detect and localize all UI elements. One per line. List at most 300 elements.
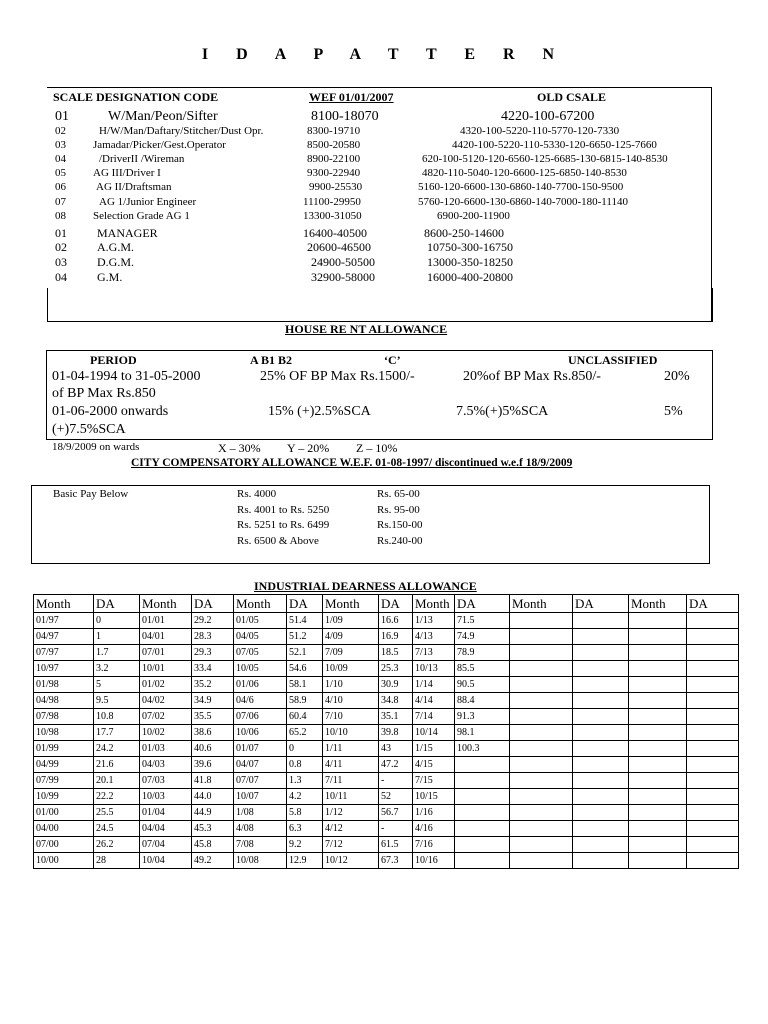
scale-code: 04 xyxy=(55,270,67,284)
da-cell: 65.2 xyxy=(287,725,323,741)
da-cell: 34.9 xyxy=(192,693,234,709)
scale-code: 03 xyxy=(55,139,66,151)
month-cell: 07/97 xyxy=(34,645,94,661)
ida-body xyxy=(34,613,739,869)
da-cell: 20.1 xyxy=(94,773,140,789)
hra-row1-c: 20%of BP Max Rs.850/- xyxy=(463,369,601,384)
da-cell: 45.3 xyxy=(192,821,234,837)
month-cell: 10/10 xyxy=(323,725,379,741)
scale-code: 05 xyxy=(55,167,66,179)
da-cell: 29.3 xyxy=(192,645,234,661)
month-cell xyxy=(510,645,573,661)
da-cell xyxy=(455,757,510,773)
hra-row1-ab: 25% OF BP Max Rs.1500/- xyxy=(260,369,415,384)
da-cell: 1.3 xyxy=(287,773,323,789)
month-cell: 7/08 xyxy=(234,837,287,853)
da-cell: 16.6 xyxy=(379,613,413,629)
month-cell xyxy=(510,789,573,805)
scale-designation: Selection Grade AG 1 xyxy=(93,210,190,222)
table-row xyxy=(34,677,739,693)
da-cell: 85.5 xyxy=(455,661,510,677)
month-cell: 01/99 xyxy=(34,741,94,757)
ida-heading: INDUSTRIAL DEARNESS ALLOWANCE xyxy=(254,579,477,593)
da-header: DA xyxy=(192,595,234,613)
cca-box xyxy=(31,485,710,564)
month-cell xyxy=(510,821,573,837)
month-cell: 4/11 xyxy=(323,757,379,773)
month-cell: 01/07 xyxy=(234,741,287,757)
table-row xyxy=(34,709,739,725)
da-cell: 52.1 xyxy=(287,645,323,661)
da-cell xyxy=(573,805,629,821)
cca-range: Rs. 4000 xyxy=(237,488,277,500)
month-cell: 10/12 xyxy=(323,853,379,869)
hra-row2-c: 7.5%(+)5%SCA xyxy=(456,404,549,419)
da-cell xyxy=(687,725,739,741)
da-cell: 39.8 xyxy=(379,725,413,741)
scale-designation: H/W/Man/Daftary/Stitcher/Dust Opr. xyxy=(99,125,264,137)
hra-row2-period: 01-06-2000 onwards xyxy=(52,404,169,419)
da-cell xyxy=(573,645,629,661)
scale-old: 4320-100-5220-110-5770-120-7330 xyxy=(460,125,620,137)
month-cell xyxy=(510,805,573,821)
month-cell xyxy=(629,693,687,709)
month-header: Month xyxy=(34,595,94,613)
month-cell: 10/07 xyxy=(234,789,287,805)
month-header: Month xyxy=(234,595,287,613)
month-cell: 07/06 xyxy=(234,709,287,725)
month-cell: 04/00 xyxy=(34,821,94,837)
month-cell xyxy=(629,629,687,645)
ida-header-row xyxy=(34,595,739,613)
month-cell: 7/09 xyxy=(323,645,379,661)
scale-code: 06 xyxy=(55,181,66,193)
month-cell: 07/98 xyxy=(34,709,94,725)
da-cell xyxy=(455,853,510,869)
month-cell: 04/98 xyxy=(34,693,94,709)
da-cell: 35.5 xyxy=(192,709,234,725)
da-cell xyxy=(455,789,510,805)
cca-range: Rs. 6500 & Above xyxy=(237,535,319,547)
month-cell: 07/01 xyxy=(140,645,192,661)
month-cell: 10/98 xyxy=(34,725,94,741)
da-cell: 22.2 xyxy=(94,789,140,805)
da-header: DA xyxy=(573,595,629,613)
table-row xyxy=(34,773,739,789)
month-header: Month xyxy=(323,595,379,613)
month-cell: 4/10 xyxy=(323,693,379,709)
da-cell: 88.4 xyxy=(455,693,510,709)
month-cell xyxy=(510,757,573,773)
month-cell xyxy=(629,837,687,853)
scale-wef: 13300-31050 xyxy=(303,210,362,222)
month-cell xyxy=(629,789,687,805)
month-cell: 10/99 xyxy=(34,789,94,805)
scale-old: 5760-120-6600-130-6860-140-7000-180-11140 xyxy=(418,196,628,208)
table-row xyxy=(34,757,739,773)
da-cell: 44.0 xyxy=(192,789,234,805)
month-cell: 07/04 xyxy=(140,837,192,853)
month-cell xyxy=(510,613,573,629)
month-cell xyxy=(510,837,573,853)
da-cell: 18.5 xyxy=(379,645,413,661)
scale-table-bottom xyxy=(47,288,713,322)
da-cell: 39.6 xyxy=(192,757,234,773)
month-cell: 7/14 xyxy=(413,709,455,725)
month-header: Month xyxy=(629,595,687,613)
da-cell: 0 xyxy=(287,741,323,757)
scale-wef: 9900-25530 xyxy=(309,181,363,193)
month-cell: 1/12 xyxy=(323,805,379,821)
da-cell xyxy=(455,821,510,837)
da-cell: - xyxy=(379,821,413,837)
month-cell: 01/98 xyxy=(34,677,94,693)
da-cell: 49.2 xyxy=(192,853,234,869)
da-cell xyxy=(573,709,629,725)
da-cell: 0.8 xyxy=(287,757,323,773)
month-cell xyxy=(629,741,687,757)
scale-designation: D.G.M. xyxy=(97,255,135,269)
month-cell: 07/03 xyxy=(140,773,192,789)
month-cell: 7/11 xyxy=(323,773,379,789)
hra-row2-unclassified: 5% xyxy=(664,404,683,419)
table-row xyxy=(34,805,739,821)
da-cell: 9.2 xyxy=(287,837,323,853)
da-cell xyxy=(687,853,739,869)
month-header: Month xyxy=(413,595,455,613)
month-cell: 10/11 xyxy=(323,789,379,805)
month-cell: 01/03 xyxy=(140,741,192,757)
table-row xyxy=(34,645,739,661)
scale-wef: 32900-58000 xyxy=(311,270,375,284)
da-cell xyxy=(687,693,739,709)
month-cell: 10/03 xyxy=(140,789,192,805)
da-cell: 1 xyxy=(94,629,140,645)
scale-code: 02 xyxy=(55,240,67,254)
da-cell xyxy=(687,757,739,773)
month-cell: 4/12 xyxy=(323,821,379,837)
scale-wef: 8900-22100 xyxy=(307,153,361,165)
da-cell xyxy=(573,661,629,677)
da-cell: 0 xyxy=(94,613,140,629)
hra-period-header: PERIOD xyxy=(90,353,137,367)
da-cell xyxy=(455,805,510,821)
da-cell: 60.4 xyxy=(287,709,323,725)
scale-old: 16000-400-20800 xyxy=(427,270,513,284)
scale-old: 10750-300-16750 xyxy=(427,240,513,254)
da-cell: 43 xyxy=(379,741,413,757)
scale-designation: AG 1/Junior Engineer xyxy=(99,196,197,208)
table-row xyxy=(34,853,739,869)
month-cell: 7/10 xyxy=(323,709,379,725)
hra-heading: HOUSE RE NT ALLOWANCE xyxy=(285,322,448,336)
da-cell: 38.6 xyxy=(192,725,234,741)
month-cell: 10/02 xyxy=(140,725,192,741)
cca-label: Basic Pay Below xyxy=(53,488,129,500)
month-cell: 7/16 xyxy=(413,837,455,853)
month-cell xyxy=(510,693,573,709)
month-cell: 7/12 xyxy=(323,837,379,853)
da-cell: 33.4 xyxy=(192,661,234,677)
da-cell: 100.3 xyxy=(455,741,510,757)
scale-designation: A.G.M. xyxy=(97,240,135,254)
month-cell: 1/15 xyxy=(413,741,455,757)
da-cell: 41.8 xyxy=(192,773,234,789)
da-cell: 35.1 xyxy=(379,709,413,725)
month-cell: 01/04 xyxy=(140,805,192,821)
da-cell xyxy=(573,757,629,773)
da-cell: 51.4 xyxy=(287,613,323,629)
month-cell: 07/02 xyxy=(140,709,192,725)
month-cell xyxy=(629,645,687,661)
da-cell xyxy=(687,821,739,837)
scale-code: 04 xyxy=(55,153,66,165)
hra-row2-ab: 15% (+)2.5%SCA xyxy=(268,404,371,419)
scale-old: 13000-350-18250 xyxy=(427,255,513,269)
month-cell xyxy=(510,709,573,725)
da-cell: 90.5 xyxy=(455,677,510,693)
cca-range: Rs. 5251 to Rs. 6499 xyxy=(237,519,330,531)
scale-wef: 9300-22940 xyxy=(307,167,361,179)
da-cell: 24.5 xyxy=(94,821,140,837)
da-cell xyxy=(573,677,629,693)
month-cell: 4/15 xyxy=(413,757,455,773)
scale-old: 8600-250-14600 xyxy=(424,226,504,240)
scale-designation: AG III/Driver I xyxy=(93,167,161,179)
ida-table xyxy=(33,594,739,869)
month-cell: 1/11 xyxy=(323,741,379,757)
da-cell: 12.9 xyxy=(287,853,323,869)
da-cell xyxy=(687,629,739,645)
month-cell: 10/13 xyxy=(413,661,455,677)
month-header: Month xyxy=(510,595,573,613)
da-cell: 6.3 xyxy=(287,821,323,837)
month-cell: 10/00 xyxy=(34,853,94,869)
da-cell: 17.7 xyxy=(94,725,140,741)
da-cell: 35.2 xyxy=(192,677,234,693)
da-cell: 91.3 xyxy=(455,709,510,725)
scale-wef: 16400-40500 xyxy=(303,226,367,240)
month-cell xyxy=(629,613,687,629)
scale-code: 07 xyxy=(55,196,66,208)
da-cell xyxy=(687,837,739,853)
scale-old: 6900-200-11900 xyxy=(437,210,510,222)
month-cell: 1/08 xyxy=(234,805,287,821)
scale-wef: 8300-19710 xyxy=(307,125,361,137)
da-cell: 40.6 xyxy=(192,741,234,757)
da-cell: 4.2 xyxy=(287,789,323,805)
month-cell: 10/15 xyxy=(413,789,455,805)
month-cell xyxy=(629,773,687,789)
month-cell: 4/13 xyxy=(413,629,455,645)
month-cell xyxy=(629,709,687,725)
month-header: Month xyxy=(140,595,192,613)
da-cell xyxy=(573,821,629,837)
da-cell: 47.2 xyxy=(379,757,413,773)
hra-ab-header: A B1 B2 xyxy=(250,353,293,367)
month-cell: 04/05 xyxy=(234,629,287,645)
scale-designation: AG II/Draftsman xyxy=(96,181,172,193)
da-header: DA xyxy=(94,595,140,613)
table-row xyxy=(34,741,739,757)
month-cell: 01/05 xyxy=(234,613,287,629)
hra-row1-wrap: of BP Max Rs.850 xyxy=(52,386,156,401)
month-cell: 1/13 xyxy=(413,613,455,629)
month-cell: 01/00 xyxy=(34,805,94,821)
da-cell xyxy=(687,773,739,789)
month-cell: 4/16 xyxy=(413,821,455,837)
table-row xyxy=(34,613,739,629)
hra-unclassified-header: UNCLASSIFIED xyxy=(568,353,658,367)
da-cell: 30.9 xyxy=(379,677,413,693)
da-cell xyxy=(687,741,739,757)
scale-code: 03 xyxy=(55,255,67,269)
da-cell xyxy=(455,837,510,853)
da-cell: 26.2 xyxy=(94,837,140,853)
month-cell: 07/00 xyxy=(34,837,94,853)
scale-old: 620-100-5120-120-6560-125-6685-130-6815-140-8530 xyxy=(422,153,668,165)
month-cell: 10/14 xyxy=(413,725,455,741)
hra-note-y: Y – 20% xyxy=(287,441,330,455)
da-cell: 34.8 xyxy=(379,693,413,709)
da-cell: 74.9 xyxy=(455,629,510,645)
hra-note-x: X – 30% xyxy=(218,441,261,455)
scale-designation: MANAGER xyxy=(97,226,158,240)
table-row xyxy=(34,789,739,805)
da-cell xyxy=(455,773,510,789)
month-cell xyxy=(510,661,573,677)
da-cell: 1.7 xyxy=(94,645,140,661)
da-header: DA xyxy=(687,595,739,613)
table-row xyxy=(34,725,739,741)
month-cell: 04/01 xyxy=(140,629,192,645)
scale-designation: /DriverII /Wireman xyxy=(99,153,185,165)
da-cell xyxy=(687,677,739,693)
hra-note-z: Z – 10% xyxy=(356,441,398,455)
month-cell: 04/97 xyxy=(34,629,94,645)
cca-range: Rs. 4001 to Rs. 5250 xyxy=(237,504,330,516)
scale-code: 02 xyxy=(55,125,66,137)
month-cell: 1/14 xyxy=(413,677,455,693)
month-cell: 04/07 xyxy=(234,757,287,773)
month-cell: 4/08 xyxy=(234,821,287,837)
hra-c-header: ‘C’ xyxy=(384,353,401,367)
scale-wef: 8500-20580 xyxy=(307,139,361,151)
da-cell: 71.5 xyxy=(455,613,510,629)
da-cell: 5 xyxy=(94,677,140,693)
da-cell xyxy=(573,693,629,709)
month-cell: 1/09 xyxy=(323,613,379,629)
scale-old: 5160-120-6600-130-6860-140-7700-150-9500 xyxy=(418,181,624,193)
month-cell: 04/03 xyxy=(140,757,192,773)
scale-wef: 24900-50500 xyxy=(311,255,375,269)
hra-row1-unclassified: 20% xyxy=(664,369,690,384)
da-cell: 52 xyxy=(379,789,413,805)
table-row xyxy=(34,837,739,853)
da-cell: 3.2 xyxy=(94,661,140,677)
scale-code: 01 xyxy=(55,109,69,124)
da-cell: 61.5 xyxy=(379,837,413,853)
da-header: DA xyxy=(379,595,413,613)
wef-header: WEF 01/01/2007 xyxy=(309,90,394,104)
month-cell: 07/05 xyxy=(234,645,287,661)
da-header: DA xyxy=(287,595,323,613)
month-cell: 07/99 xyxy=(34,773,94,789)
month-cell: 1/10 xyxy=(323,677,379,693)
da-cell xyxy=(687,789,739,805)
da-cell: 25.3 xyxy=(379,661,413,677)
scale-wef: 8100-18070 xyxy=(311,109,379,124)
da-cell: 98.1 xyxy=(455,725,510,741)
cca-amount: Rs. 95-00 xyxy=(377,504,420,516)
da-cell: - xyxy=(379,773,413,789)
cca-amount: Rs.240-00 xyxy=(377,535,423,547)
month-cell: 10/97 xyxy=(34,661,94,677)
da-cell: 78.9 xyxy=(455,645,510,661)
month-cell xyxy=(629,805,687,821)
month-cell xyxy=(510,677,573,693)
month-cell: 04/6 xyxy=(234,693,287,709)
cca-amount: Rs.150-00 xyxy=(377,519,423,531)
month-cell: 4/14 xyxy=(413,693,455,709)
month-cell: 10/08 xyxy=(234,853,287,869)
month-cell: 7/13 xyxy=(413,645,455,661)
da-cell: 24.2 xyxy=(94,741,140,757)
da-cell xyxy=(687,805,739,821)
scale-old: 4420-100-5220-110-5330-120-6650-125-7660 xyxy=(452,139,657,151)
da-cell xyxy=(687,661,739,677)
month-cell: 01/06 xyxy=(234,677,287,693)
da-cell: 9.5 xyxy=(94,693,140,709)
month-cell: 10/16 xyxy=(413,853,455,869)
hra-row1-period: 01-04-1994 to 31-05-2000 xyxy=(52,369,201,384)
month-cell xyxy=(510,773,573,789)
month-cell xyxy=(510,741,573,757)
month-cell xyxy=(510,629,573,645)
da-cell xyxy=(573,741,629,757)
month-cell xyxy=(629,725,687,741)
da-header: DA xyxy=(455,595,510,613)
scale-code: 01 xyxy=(55,226,67,240)
month-cell: 01/97 xyxy=(34,613,94,629)
scale-old: 4820-110-5040-120-6600-125-6850-140-8530 xyxy=(422,167,627,179)
da-cell xyxy=(573,773,629,789)
da-cell: 67.3 xyxy=(379,853,413,869)
da-cell: 10.8 xyxy=(94,709,140,725)
hra-row2-wrap: (+)7.5%SCA xyxy=(52,422,126,437)
scale-designation: G.M. xyxy=(97,270,123,284)
da-cell: 44.9 xyxy=(192,805,234,821)
month-cell: 7/15 xyxy=(413,773,455,789)
scale-code-header: SCALE DESIGNATION CODE xyxy=(53,90,219,104)
da-cell: 51.2 xyxy=(287,629,323,645)
month-cell xyxy=(629,661,687,677)
da-cell: 28.3 xyxy=(192,629,234,645)
scale-designation: Jamadar/Picker/Gest.Operator xyxy=(93,139,226,151)
da-cell: 45.8 xyxy=(192,837,234,853)
table-row xyxy=(34,629,739,645)
month-cell: 04/04 xyxy=(140,821,192,837)
table-row xyxy=(34,693,739,709)
table-row xyxy=(34,661,739,677)
cca-heading: CITY COMPENSATORY ALLOWANCE W.E.F. 01-08-1997/ discontinued w.e.f 18/9/2009 xyxy=(131,457,573,469)
da-cell xyxy=(573,789,629,805)
scale-code: 08 xyxy=(55,210,66,222)
month-cell xyxy=(629,757,687,773)
month-cell: 04/99 xyxy=(34,757,94,773)
da-cell xyxy=(687,709,739,725)
page-title: I D A P A T T E R N xyxy=(201,46,567,63)
